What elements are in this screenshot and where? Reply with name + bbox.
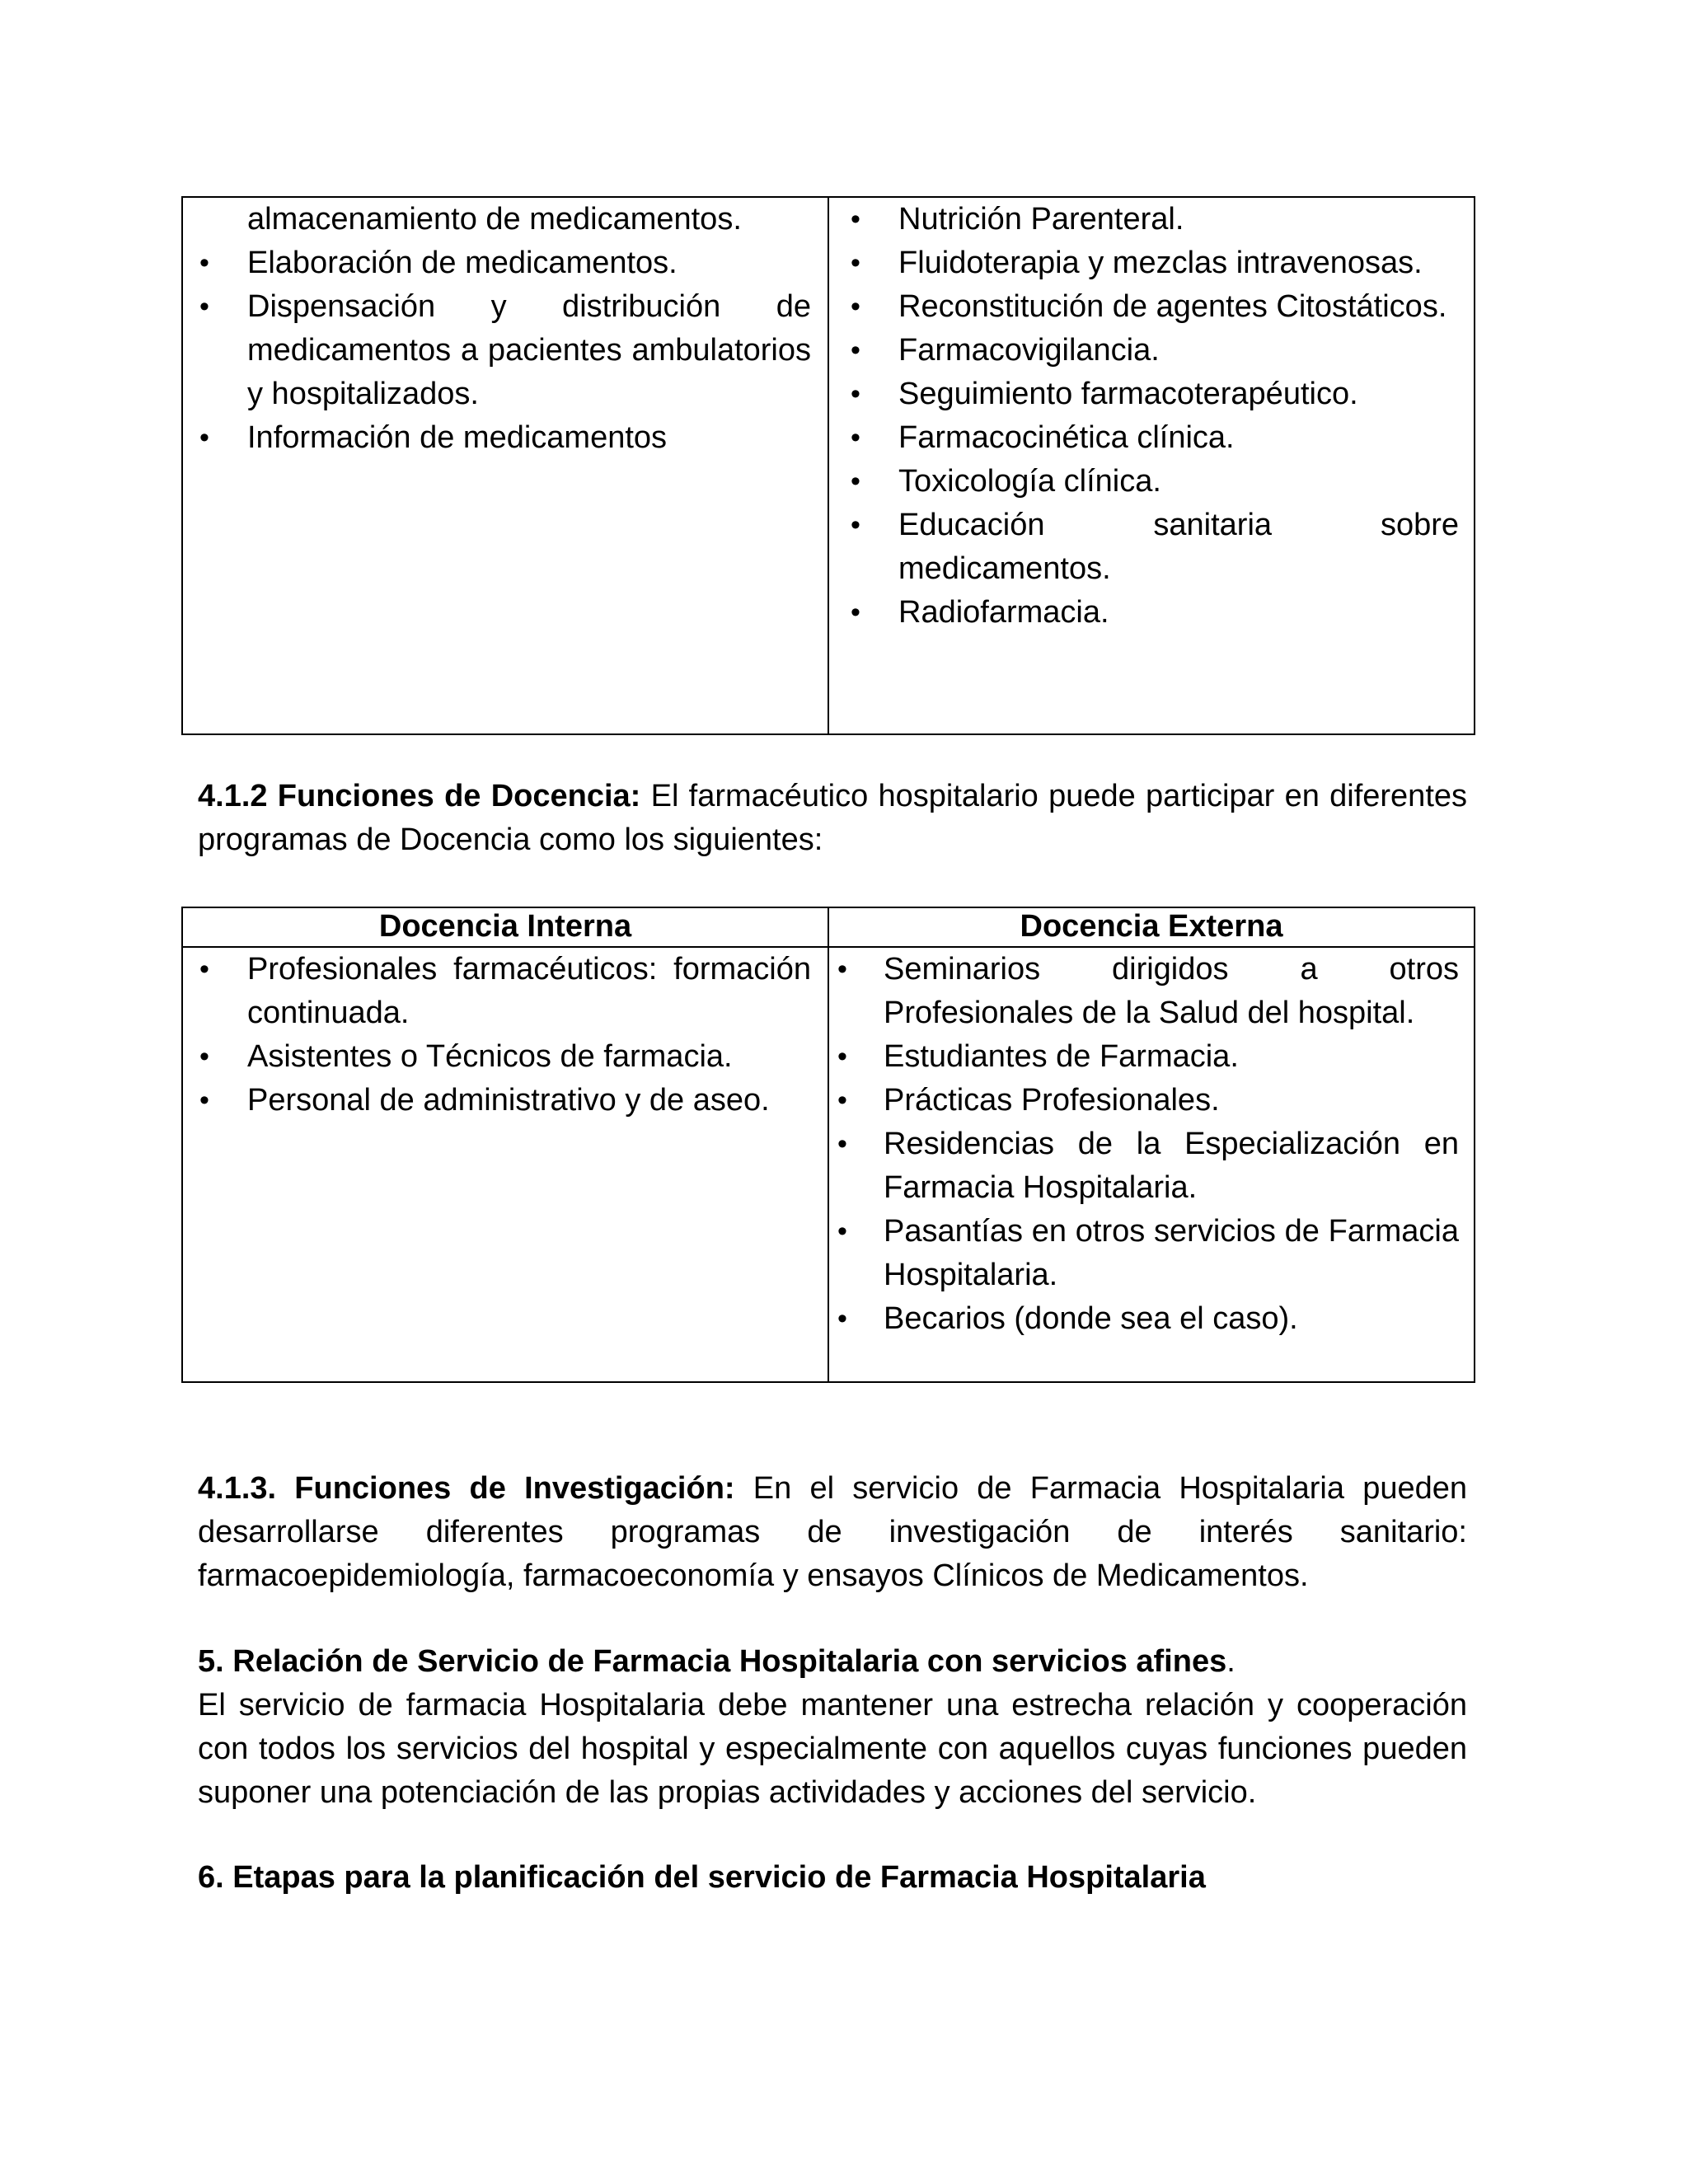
bullet-icon: • [837, 954, 847, 985]
bullet-icon: • [851, 422, 860, 453]
list-item-text: Asistentes o Técnicos de farmacia. [247, 1039, 733, 1074]
list-item [851, 373, 1459, 416]
list-item-text: Radiofarmacia. [898, 595, 1109, 630]
functions-table-left-cell [182, 197, 828, 734]
list-item [837, 1035, 1459, 1079]
bullet-icon: • [199, 422, 209, 453]
list-item-text: Reconstitución de agentes Citostáticos. [898, 289, 1447, 324]
docencia-paragraph [198, 775, 1467, 862]
list-item-text: Fluidoterapia y mezclas intravenosas. [898, 246, 1423, 280]
section5-heading-tail: . [1226, 1644, 1236, 1679]
investigacion-heading: 4.1.3. Funciones de Investigación: [198, 1471, 735, 1506]
bullet-icon: • [837, 1128, 847, 1160]
list-item-text: Seguimiento farmacoterapéutico. [898, 377, 1358, 411]
bullet-icon: • [851, 335, 860, 366]
list-item-text: Seminarios dirigidos a otros Profesionales de la Salud del hospital. [884, 952, 1459, 1030]
section6-heading: 6. Etapas para la planificación del servicio de Farmacia Hospitalaria [198, 1860, 1206, 1895]
bullet-icon: • [199, 247, 209, 279]
list-item [837, 1079, 1459, 1122]
bullet-icon: • [851, 247, 860, 279]
bullet-icon: • [199, 1085, 209, 1116]
list-item [837, 1210, 1459, 1297]
bullet-icon: • [851, 509, 860, 541]
functions-table-right-cell [828, 197, 1475, 734]
docencia-text: El farmacéutico hospitalario puede participar en diferentes programas de Docencia como los siguientes: [198, 779, 1468, 857]
docencia-externa-header: Docencia Externa [828, 907, 1475, 947]
list-item-text: Becarios (donde sea el caso). [884, 1301, 1298, 1336]
list-item-text: Dispensación y distribución de medicamentos a pacientes ambulatorios y hospitalizados. [247, 289, 811, 411]
list-item-text: Farmacovigilancia. [898, 333, 1160, 368]
bullet-icon: • [199, 1041, 209, 1072]
bullet-icon: • [837, 1085, 847, 1116]
list-item-text: Estudiantes de Farmacia. [884, 1039, 1239, 1074]
list-item [851, 198, 1459, 241]
list-item-continuation: almacenamiento de medicamentos. [247, 202, 742, 237]
list-item [837, 948, 1459, 1035]
list-item-text: Toxicología clínica. [898, 464, 1161, 499]
list-item [199, 1079, 811, 1122]
list-item [837, 1297, 1459, 1341]
section5-heading: 5. Relación de Servicio de Farmacia Hospitalaria con servicios afines [198, 1644, 1227, 1679]
list-item-text: Farmacocinética clínica. [898, 420, 1235, 455]
bullet-icon: • [199, 291, 209, 322]
docencia-interna-header: Docencia Interna [182, 907, 828, 947]
section5-text: El servicio de farmacia Hospitalaria debe mantener una estrecha relación y cooperación con todos los servicios del hospital y especialmente con aquellos cuyas funciones pueden suponer una potenciación de las propias actividades y acciones del servicio. [198, 1688, 1467, 1810]
list-item-text: Nutrición Parenteral. [898, 202, 1184, 237]
bullet-icon: • [837, 1303, 847, 1334]
section5-paragraph [198, 1640, 1467, 1815]
docencia-table [181, 907, 1475, 1383]
bullet-icon: • [851, 466, 860, 497]
list-item [851, 329, 1459, 373]
functions-right-list [829, 198, 1459, 635]
functions-table [181, 196, 1475, 735]
functions-left-list [183, 198, 811, 460]
list-item [199, 285, 811, 416]
bullet-icon: • [851, 597, 860, 628]
list-item [851, 285, 1459, 329]
list-item [199, 241, 811, 285]
list-item [851, 591, 1459, 635]
list-item-text: Profesionales farmacéuticos: formación continuada. [247, 952, 811, 1030]
list-item [199, 1035, 811, 1079]
bullet-icon: • [199, 954, 209, 985]
bullet-icon: • [851, 291, 860, 322]
list-item [851, 460, 1459, 504]
list-item [199, 416, 811, 460]
list-item-text: Prácticas Profesionales. [884, 1083, 1220, 1118]
list-item [199, 948, 811, 1035]
list-item-text: Información de medicamentos [247, 420, 668, 455]
list-item [837, 1122, 1459, 1210]
list-item-text: Pasantías en otros servicios de Farmacia Hospitalaria. [884, 1214, 1459, 1292]
list-item [851, 416, 1459, 460]
list-item-text: Elaboración de medicamentos. [247, 246, 678, 280]
list-item [851, 504, 1459, 591]
bullet-icon: • [837, 1041, 847, 1072]
bullet-icon: • [851, 204, 860, 235]
investigacion-text: En el servicio de Farmacia Hospitalaria pueden desarrollarse diferentes programas de investigación de interés sanitario: farmacoepidemiología, farmacoeconomía y ensayos Clínicos de Medicamentos. [198, 1471, 1468, 1593]
bullet-icon: • [851, 378, 860, 410]
docencia-interna-list [183, 948, 811, 1122]
bullet-icon: • [837, 1216, 847, 1247]
investigacion-paragraph [198, 1467, 1467, 1598]
docencia-externa-cell [828, 947, 1475, 1382]
list-item-text: Educación sanitaria sobre medicamentos. [898, 508, 1459, 586]
list-item-text: Residencias de la Especialización en Farmacia Hospitalaria. [884, 1127, 1459, 1205]
docencia-externa-list [829, 948, 1459, 1341]
docencia-heading: 4.1.2 Funciones de Docencia: [198, 779, 641, 813]
docencia-interna-cell [182, 947, 828, 1382]
list-item [851, 241, 1459, 285]
list-item-text: Personal de administrativo y de aseo. [247, 1083, 770, 1118]
